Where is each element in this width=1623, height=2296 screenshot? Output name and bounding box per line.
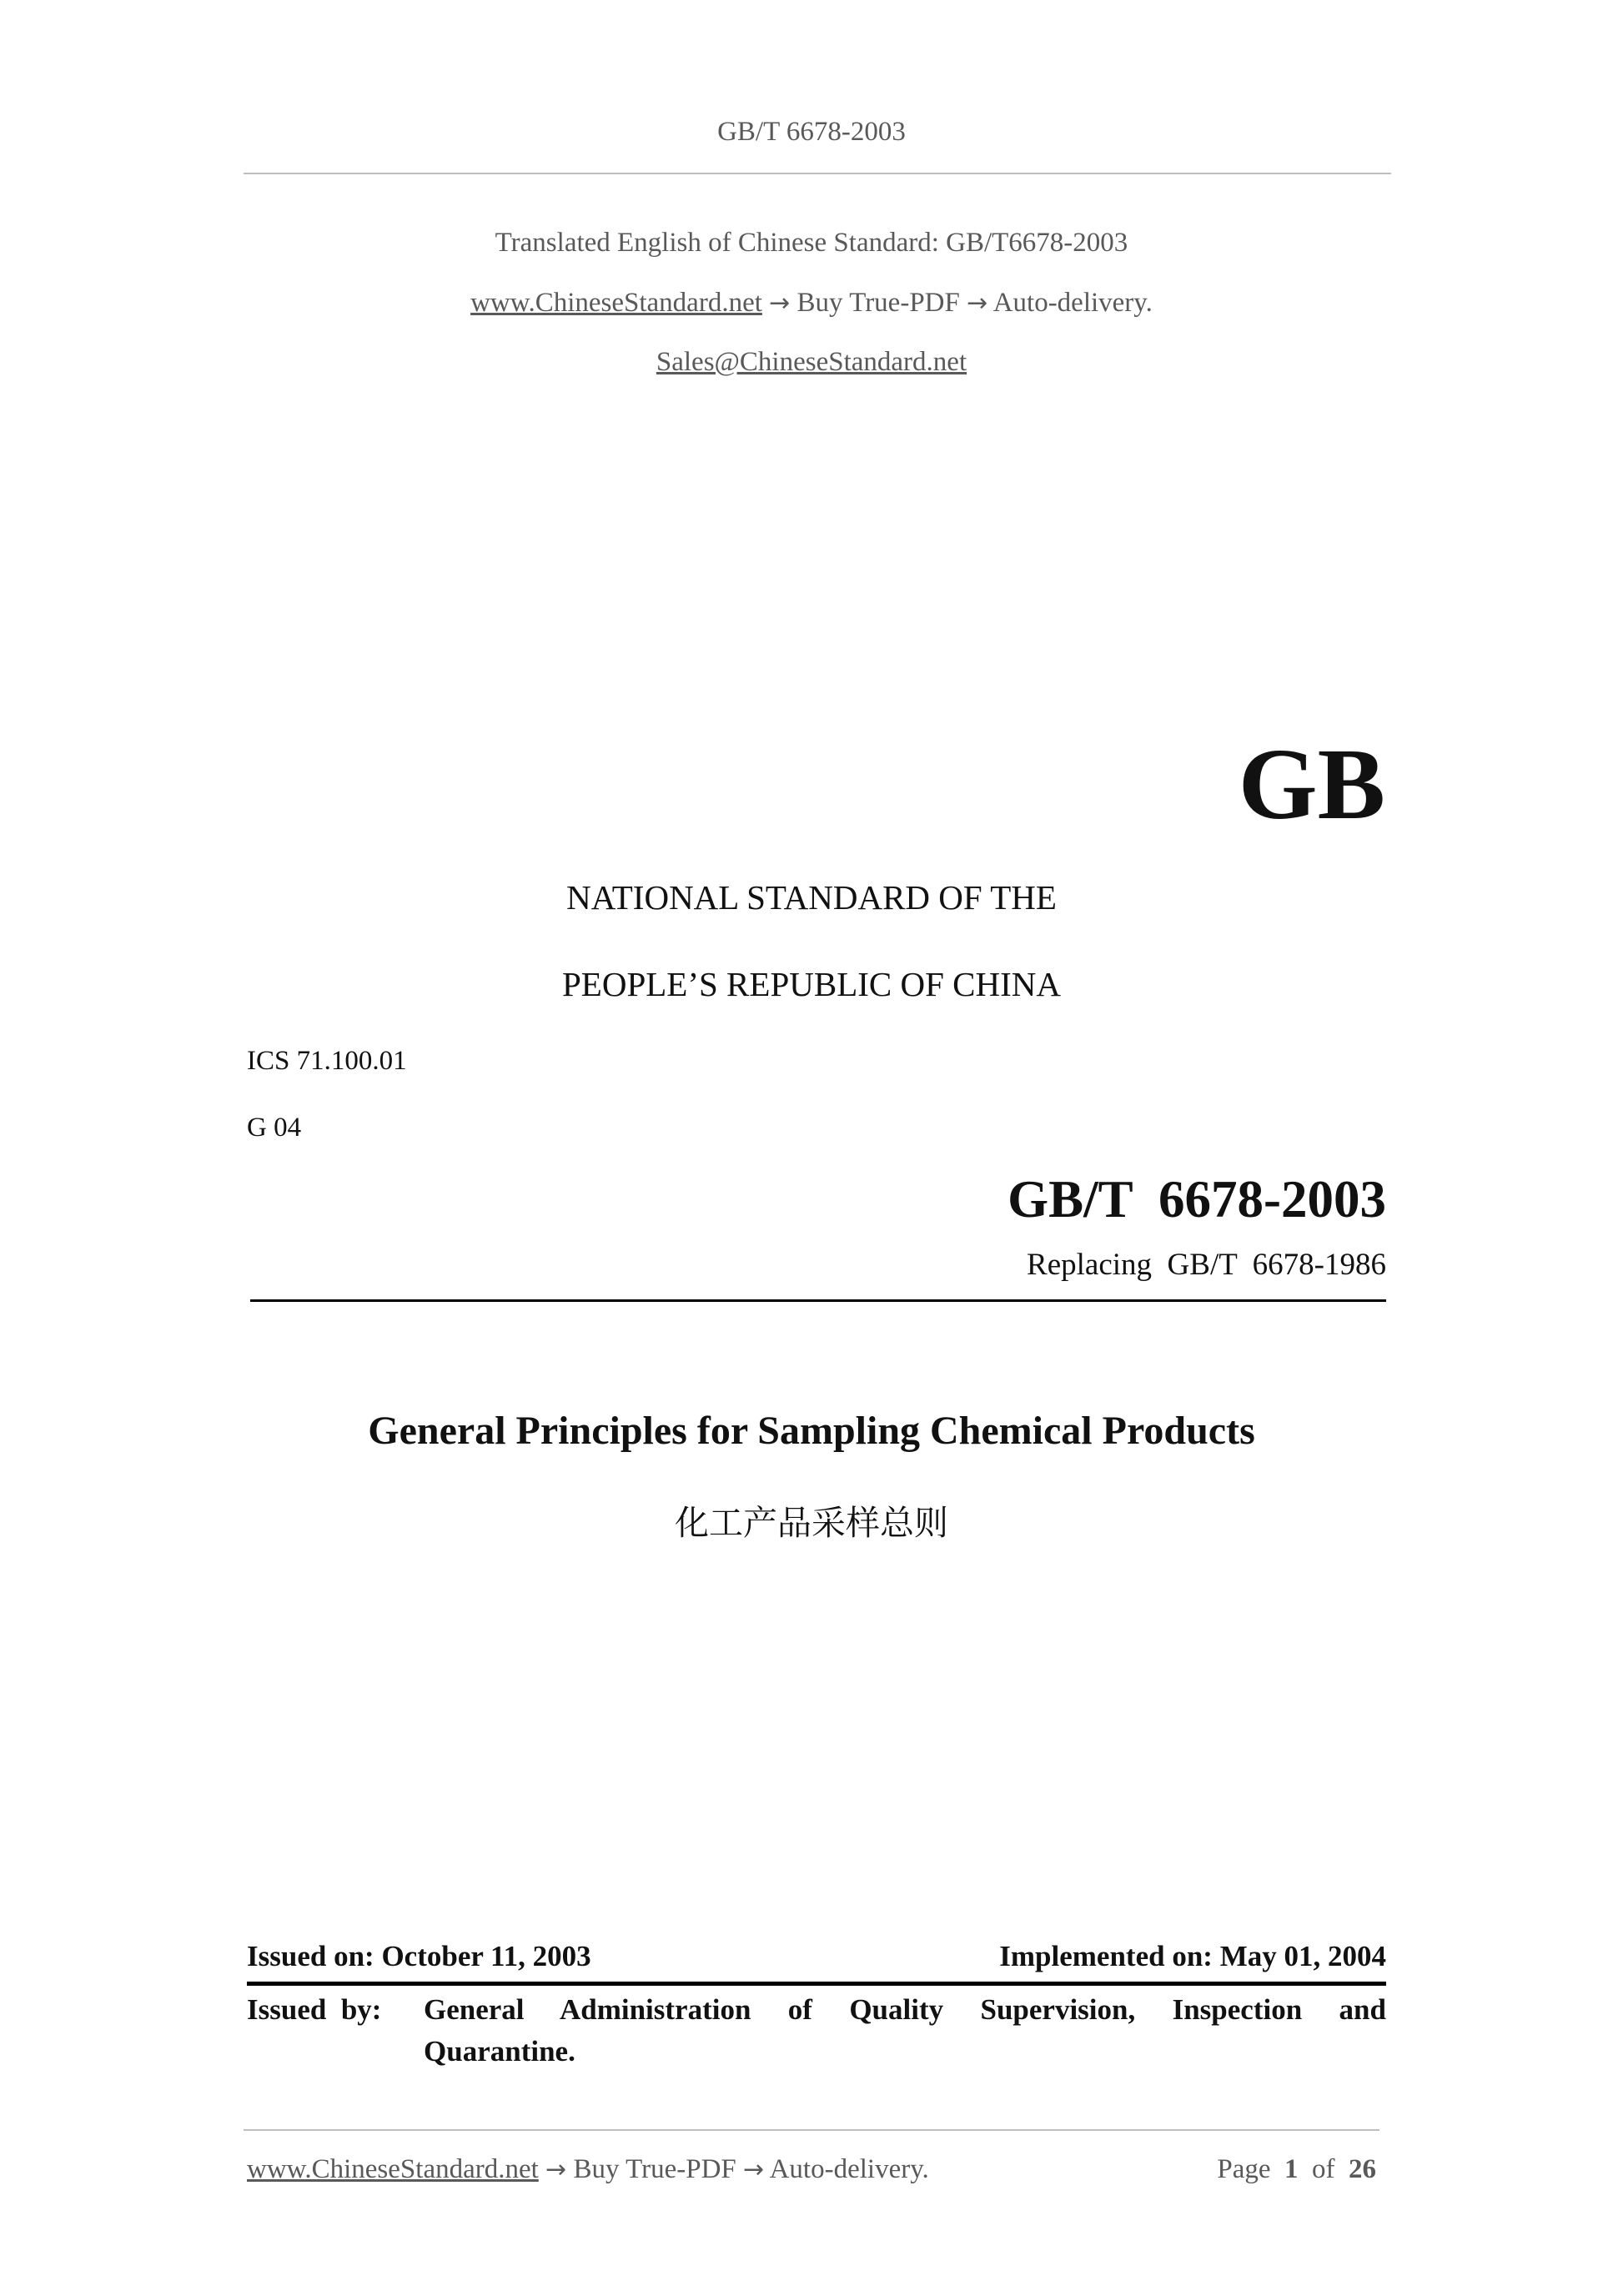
ccs-code: G 04 (247, 1113, 302, 1143)
of-label: of (1312, 2154, 1335, 2184)
implemented-on: Implemented on: May 01, 2004 (999, 1940, 1386, 1972)
dates-divider (247, 1982, 1386, 1986)
standard-number: GB/T 6678-2003 (1007, 1170, 1386, 1228)
page-label: Page (1217, 2154, 1271, 2184)
email-link[interactable]: Sales@ChineseStandard.net (656, 347, 967, 377)
national-standard-line2: PEOPLE’S REPUBLIC OF CHINA (562, 965, 1061, 1003)
issued-by-line1: General Administration of Quality Supervision, Inspection and (424, 1993, 1386, 2026)
title-english: General Principles for Sampling Chemical Products (368, 1409, 1255, 1453)
replacing-standard: Replacing GB/T 6678-1986 (1027, 1248, 1386, 1282)
buy-text: Buy True-PDF (796, 288, 960, 318)
arrow-right-icon: → (545, 2155, 567, 2184)
gb-logo: GB (1238, 728, 1385, 841)
arrow-right-icon: → (967, 289, 988, 318)
email-line (0, 347, 1623, 378)
header-divider (244, 173, 1391, 174)
arrow-right-icon: → (743, 2155, 765, 2184)
page-total: 26 (1349, 2154, 1376, 2184)
ics-code: ICS 71.100.01 (247, 1046, 407, 1076)
issued-by-label: Issued by: (247, 1993, 382, 2026)
page-number: 1 (1284, 2154, 1299, 2184)
national-standard-line1: NATIONAL STANDARD OF THE (566, 878, 1057, 917)
purchase-line (0, 288, 1623, 319)
issued-by-line2: Quarantine. (424, 2035, 575, 2067)
footer-site-link[interactable]: www.ChineseStandard.net (247, 2154, 539, 2184)
issued-on: Issued on: October 11, 2003 (247, 1940, 591, 1972)
page-indicator (1217, 2154, 1376, 2185)
site-link[interactable]: www.ChineseStandard.net (470, 288, 762, 318)
footer-delivery-text: Auto-delivery. (769, 2154, 929, 2184)
running-header: GB/T 6678-2003 (717, 117, 906, 147)
arrow-right-icon: → (769, 289, 791, 318)
footer-divider (244, 2129, 1379, 2131)
translation-notice: Translated English of Chinese Standard: GB/T6678-2003 (495, 228, 1128, 258)
footer-purchase-line (247, 2154, 929, 2185)
footer-buy-text: Buy True-PDF (573, 2154, 736, 2184)
delivery-text: Auto-delivery. (992, 288, 1153, 318)
title-chinese: 化工产品采样总则 (675, 1503, 948, 1543)
number-divider (250, 1299, 1386, 1302)
